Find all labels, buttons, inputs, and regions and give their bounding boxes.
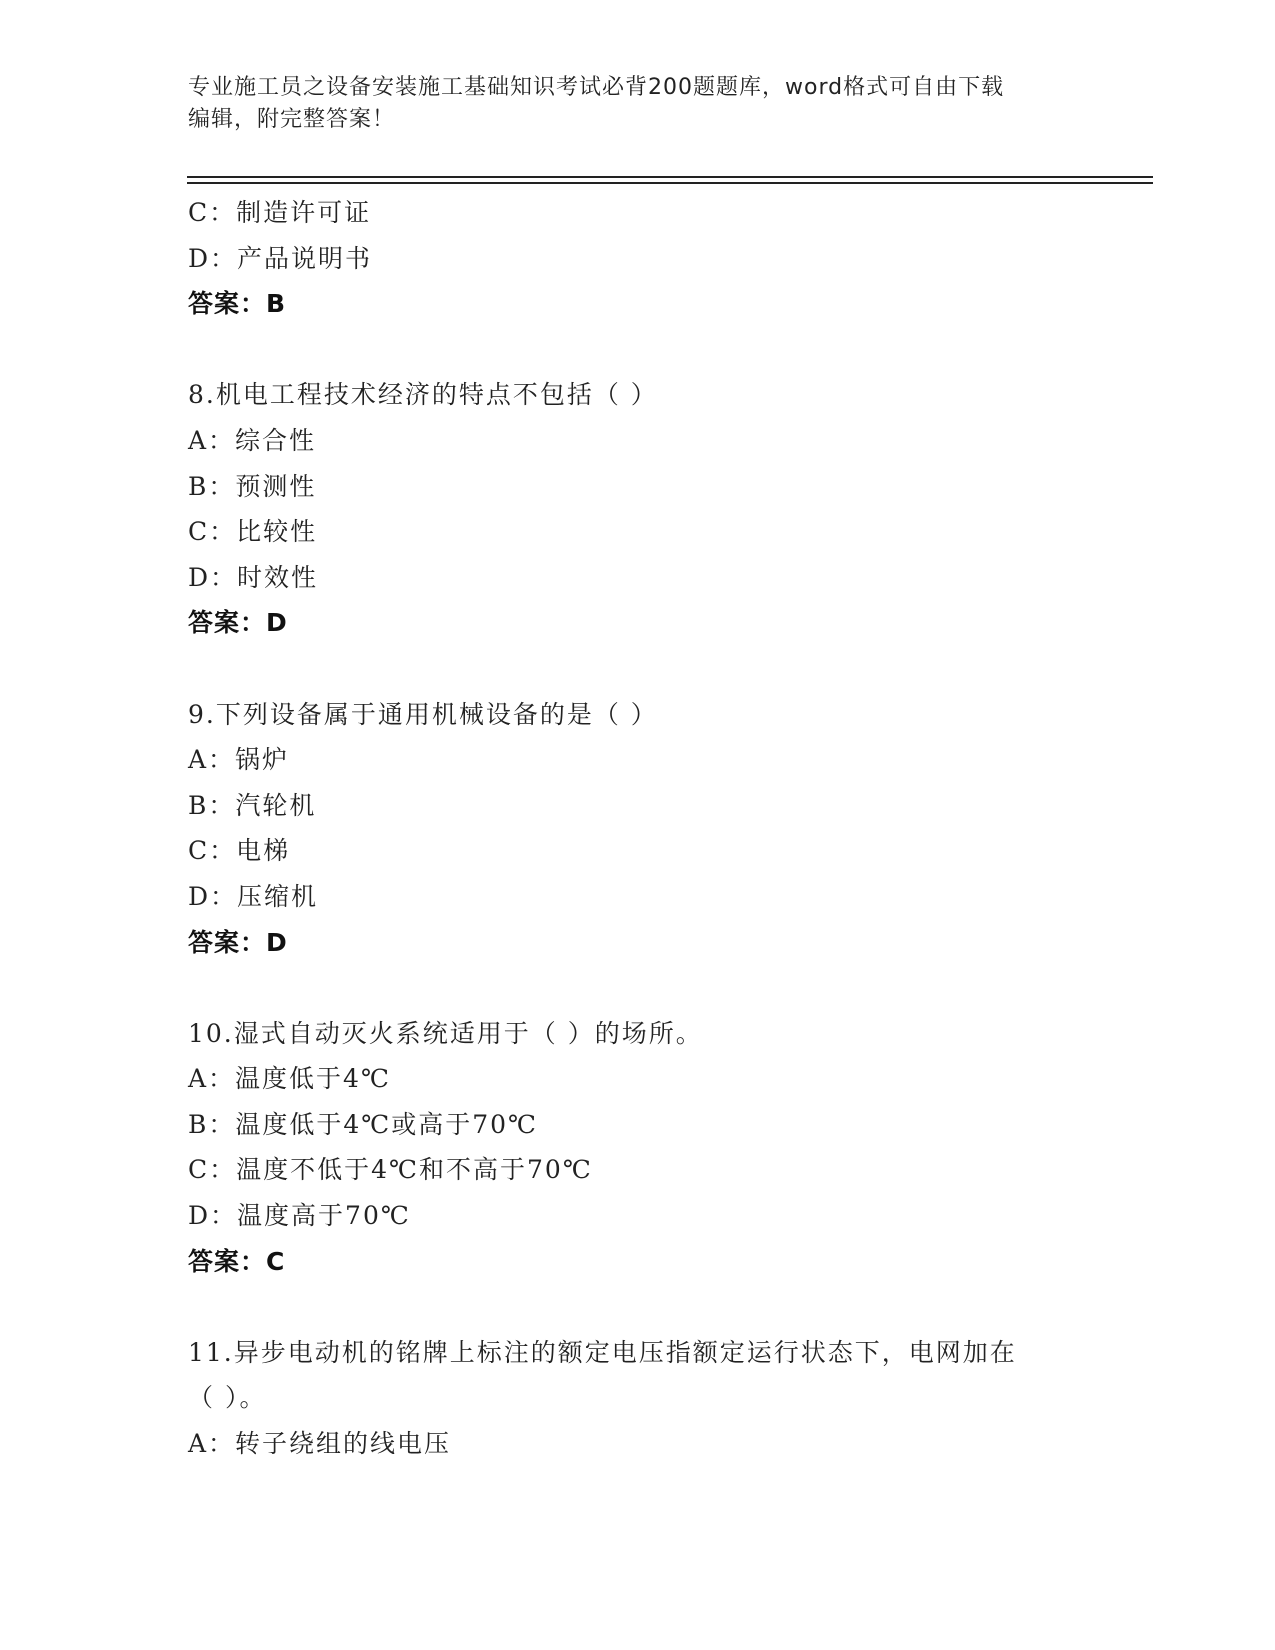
question-stem: 10.湿式自动灭火系统适用于（ ）的场所。 (188, 1018, 703, 1048)
question-stem: 8.机电工程技术经济的特点不包括（ ） (188, 380, 658, 410)
option-line: A：综合性 (188, 425, 317, 455)
option-line: C：比较性 (188, 517, 318, 547)
answer-line: 答案：D (188, 608, 288, 638)
option-line: A：转子绕组的线电压 (188, 1429, 452, 1459)
option-line: D：温度高于70℃ (188, 1201, 411, 1231)
header-title-line-2: 编辑，附完整答案！ (188, 107, 396, 132)
option-line: B：预测性 (188, 471, 317, 501)
answer-line: 答案：B (188, 289, 287, 319)
option-line: C：温度不低于4℃和不高于70℃ (188, 1155, 593, 1185)
option-line: B：温度低于4℃或高于70℃ (188, 1109, 539, 1139)
question-spacer (188, 646, 1088, 692)
option-line: D：时效性 (188, 562, 319, 592)
question-spacer (188, 965, 1088, 1011)
option-line: A：锅炉 (188, 745, 290, 775)
option-line: D：压缩机 (188, 881, 319, 911)
question-stem: 11.异步电动机的铭牌上标注的额定电压指额定运行状态下，电网加在 (188, 1337, 1017, 1367)
document-header (188, 72, 1088, 136)
question-spacer (188, 327, 1088, 373)
answer-line: 答案：C (188, 1246, 286, 1276)
question-stem-continued: （ ）。 (188, 1383, 267, 1413)
question-list (188, 190, 1088, 1467)
question-stem: 9.下列设备属于通用机械设备的是（ ） (188, 699, 658, 729)
option-line: C：电梯 (188, 836, 291, 866)
option-line: C：制造许可证 (188, 198, 372, 227)
answer-line: 答案：D (188, 927, 288, 957)
option-line: D：产品说明书 (188, 243, 373, 273)
header-divider-top (187, 176, 1153, 178)
header-divider-bottom (187, 182, 1153, 184)
option-line: B：汽轮机 (188, 790, 317, 820)
option-line: A：温度低于4℃ (188, 1064, 391, 1094)
header-title-line-1: 专业施工员之设备安装施工基础知识考试必背200题题库，word格式可自由下载 (188, 75, 1005, 100)
question-spacer (188, 1284, 1088, 1330)
